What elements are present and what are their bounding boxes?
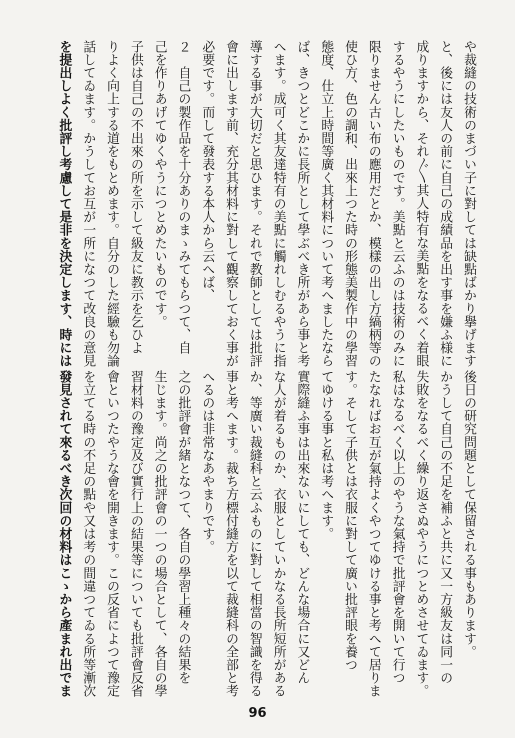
text-line: を立てる時の不足の點や又は考の間違つてゐる所等漸次	[80, 370, 96, 698]
text-line: かうして自己の不足を補ふと共に又一方級友は同一の	[437, 370, 453, 685]
text-line: 後日の研究問題として保留される事もあります。	[461, 370, 476, 659]
lower-text-block	[52, 370, 480, 698]
text-line: へるのは非常なあやまりです。	[199, 370, 215, 554]
text-line: 事と考へます。裁ち方標付縫方を以て裁縫科の全部と考	[223, 370, 239, 698]
text-line: 會といつたやうな會を開きます。この反省によつて豫定	[104, 370, 120, 698]
text-line: す。そして子供とは衣服に對して廣い批評眼を養つ	[342, 370, 358, 672]
text-line: な人が着るものか、衣服としていかなる長所短所がある	[270, 370, 286, 698]
text-line: たなればお互が氣持よくやつてゆける事と考へて居りま	[365, 370, 381, 698]
text-line: か、等廣い裁縫科と云ふものに對して相當の智識を得る	[246, 370, 262, 698]
text-line: 成りますから、それ〴〵其人特有な美點をなるべく着眼	[413, 40, 429, 368]
text-line: と、後には友人の前に自己の成績品を出す事を嫌ふ様に	[437, 40, 453, 368]
text-line: 會に出します前、充分其材料に對して觀察しておく事が	[223, 40, 239, 368]
text-line: てゆける事と私は考へます。	[318, 370, 334, 541]
text-line: や裁縫の技術のまづい子に對しては缺點ばかり擧げます	[461, 40, 476, 368]
text-line: へます。成可く其友達特有の美點に觸れしむるやうに指	[270, 40, 286, 368]
text-line: ２ 自己の製作品を十分ありのまゝみてもらつて、自	[175, 40, 191, 355]
text-line: 己を作りあげてゆくやうにつとめたいものです。	[151, 40, 167, 329]
text-line: を提出しよく批評し考慮して是非を決定します、時には	[56, 40, 72, 368]
text-line: 導する事が大切だと思ひます。それで教師としては批評	[246, 40, 262, 368]
text-line: するやうにしたいものです。美點と云ふのは技術のみに	[389, 40, 405, 368]
text-line: 子供は自己の不出來の所を示して級友に教示を乞ひよ	[127, 40, 143, 355]
text-line: 使ひ方、色の調和、出來上つた時の形態美製作中の學習	[342, 40, 358, 368]
text-line: 必要です。而して發表する本人から云へば、	[199, 40, 215, 302]
text-line: 習材料の豫定及び實行上の結果等についても批評會反省	[127, 370, 143, 698]
text-line: ば、きつとどこかに長所として學ぶべき所があら事と考	[294, 40, 310, 368]
text-line: 實際縫ふ事は出來ないにしても、どんな場合に又どん	[294, 370, 310, 685]
text-line: りよく向上する道をもとめます。自分のした經驗も勿論	[104, 40, 120, 368]
page-number: 96	[248, 706, 267, 721]
text-line: 限りません古い布の應用だとか、模樣の出し方縞柄等の	[365, 40, 381, 368]
text-line: 態度、仕立上時間等廣く其材料について考へましたなら	[318, 40, 334, 368]
text-line: 生じます。尚之の批評會の一つの場合として、各自の學	[151, 370, 167, 698]
text-line: 失敗をなるべく繰り返さぬやうにつとめさせてゐます。	[413, 370, 429, 698]
text-line: 之の批評會が緒となつて、各自の學習上種々の結果を	[175, 370, 191, 685]
text-line: 私はなるべく以上のやうな氣持で批評會を開いて行つ	[389, 370, 405, 685]
text-line: 發見されて來るべき次回の材料はこゝから產まれ出でま	[56, 370, 72, 698]
text-line: 話してゐます。かうしてお互が一所になつて改良の意見	[80, 40, 96, 368]
upper-text-block	[52, 40, 480, 368]
